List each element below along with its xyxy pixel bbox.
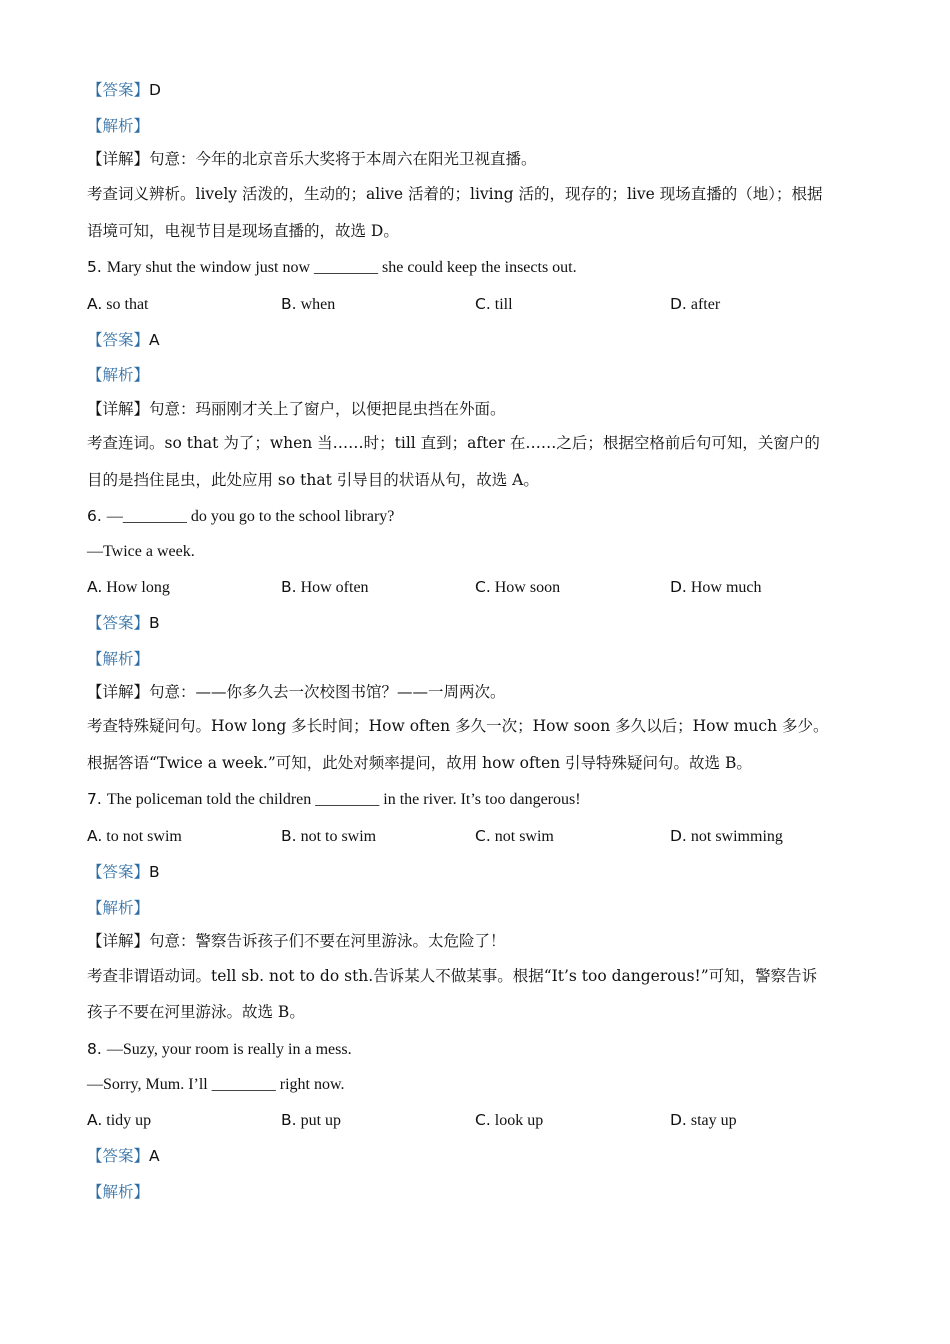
q4-explain-1: 考查词义辨析。lively 活泼的，生动的；alive 活着的；living 活的，现存的；live 现场直播的（地）；根据 <box>87 185 823 203</box>
q4-answer: D <box>149 81 161 99</box>
q7-detail: 句意：警察告诉孩子们不要在河里游泳。太危险了！ <box>149 932 506 950</box>
analysis-tag: 【解析】 <box>87 650 150 668</box>
analysis-tag: 【解析】 <box>87 899 150 917</box>
q5-answer-line <box>87 329 160 351</box>
answer-tag: 【答案】 <box>87 863 150 881</box>
q6-analysis-line <box>87 648 149 670</box>
detail-tag: 【详解】 <box>87 400 150 418</box>
q7-number: 7. <box>87 790 102 808</box>
q6-answer-line <box>87 612 160 634</box>
q7-explain-2: 孩子不要在河里游泳。故选 B。 <box>87 1003 305 1021</box>
q4-answer-line <box>87 79 161 101</box>
q5-option-d: D. after <box>670 295 721 313</box>
q5-option-a: A. so that <box>87 295 149 313</box>
q5-analysis-line <box>87 364 149 386</box>
q6-number: 6. <box>87 507 102 525</box>
q6-option-a: A. How long <box>87 578 170 596</box>
q4-detail: 句意：今年的北京音乐大奖将于本周六在阳光卫视直播。 <box>149 150 537 168</box>
q8-analysis-line <box>87 1181 149 1203</box>
q6-reply: —Twice a week. <box>87 543 195 560</box>
q6-stem-line <box>87 505 394 528</box>
q6-option-c: C. How soon <box>475 578 561 596</box>
q8-number: 8. <box>87 1040 102 1058</box>
q8-stem-line <box>87 1038 352 1061</box>
q7-option-d: D. not swimming <box>670 827 783 845</box>
q7-option-b: B. not to swim <box>281 827 377 845</box>
q7-answer: B <box>149 863 160 881</box>
answer-tag: 【答案】 <box>87 1147 150 1165</box>
q6-explain-1: 考查特殊疑问句。How long 多长时间；How often 多久一次；How soon 多久以后；How much 多少。 <box>87 717 829 735</box>
q5-detail-line <box>87 398 506 420</box>
q5-stem: Mary shut the window just now ________ she could keep the insects out. <box>106 259 577 276</box>
q8-option-d: D. stay up <box>670 1111 737 1129</box>
detail-tag: 【详解】 <box>87 683 150 701</box>
q4-explain-2: 语境可知，电视节目是现场直播的，故选 D。 <box>87 222 399 240</box>
answer-tag: 【答案】 <box>87 614 150 632</box>
q7-answer-line <box>87 861 160 883</box>
q5-stem-line <box>87 256 577 279</box>
q7-stem-line <box>87 788 581 811</box>
q8-option-c: C. look up <box>475 1111 544 1129</box>
q5-option-c: C. till <box>475 295 513 313</box>
q7-option-a: A. to not swim <box>87 827 182 845</box>
q5-explain-2: 目的是挡住昆虫，此处应用 so that 引导目的状语从句，故选 A。 <box>87 471 539 489</box>
q8-answer: A <box>149 1147 160 1165</box>
analysis-tag: 【解析】 <box>87 366 150 384</box>
q6-option-b: B. How often <box>281 578 369 596</box>
answer-tag: 【答案】 <box>87 81 150 99</box>
q6-explain-2: 根据答语“Twice a week.”可知，此处对频率提问，故用 how often 引导特殊疑问句。故选 B。 <box>87 754 752 772</box>
q6-option-d: D. How much <box>670 578 762 596</box>
q5-option-b: B. when <box>281 295 336 313</box>
q8-reply: —Sorry, Mum. I’ll ________ right now. <box>87 1076 345 1093</box>
q5-number: 5. <box>87 258 102 276</box>
q6-detail-line <box>87 681 506 703</box>
q4-analysis-line <box>87 115 149 137</box>
q5-detail: 句意：玛丽刚才关上了窗户，以便把昆虫挡在外面。 <box>149 400 506 418</box>
analysis-tag: 【解析】 <box>87 117 150 135</box>
q8-stem: —Suzy, your room is really in a mess. <box>106 1041 352 1058</box>
q4-detail-line <box>87 148 537 170</box>
q7-option-c: C. not swim <box>475 827 554 845</box>
q5-explain-1: 考查连词。so that 为了；when 当……时；till 直到；after 在……之后；根据空格前后句可知，关窗户的 <box>87 434 820 452</box>
q7-analysis-line <box>87 897 149 919</box>
q8-answer-line <box>87 1145 160 1167</box>
q7-detail-line <box>87 930 506 952</box>
detail-tag: 【详解】 <box>87 150 150 168</box>
q7-stem: The policeman told the children ________ in the river. It’s too dangerous! <box>106 791 581 808</box>
q6-stem: —________ do you go to the school library? <box>106 508 395 525</box>
q6-detail: 句意：——你多久去一次校图书馆？——一周两次。 <box>149 683 506 701</box>
analysis-tag: 【解析】 <box>87 1183 150 1201</box>
q5-answer: A <box>149 331 160 349</box>
q7-explain-1: 考查非谓语动词。tell sb. not to do sth.告诉某人不做某事。根据“It’s too dangerous!”可知，警察告诉 <box>87 967 818 985</box>
q6-answer: B <box>149 614 160 632</box>
answer-tag: 【答案】 <box>87 331 150 349</box>
q8-option-b: B. put up <box>281 1111 342 1129</box>
detail-tag: 【详解】 <box>87 932 150 950</box>
q8-option-a: A. tidy up <box>87 1111 152 1129</box>
